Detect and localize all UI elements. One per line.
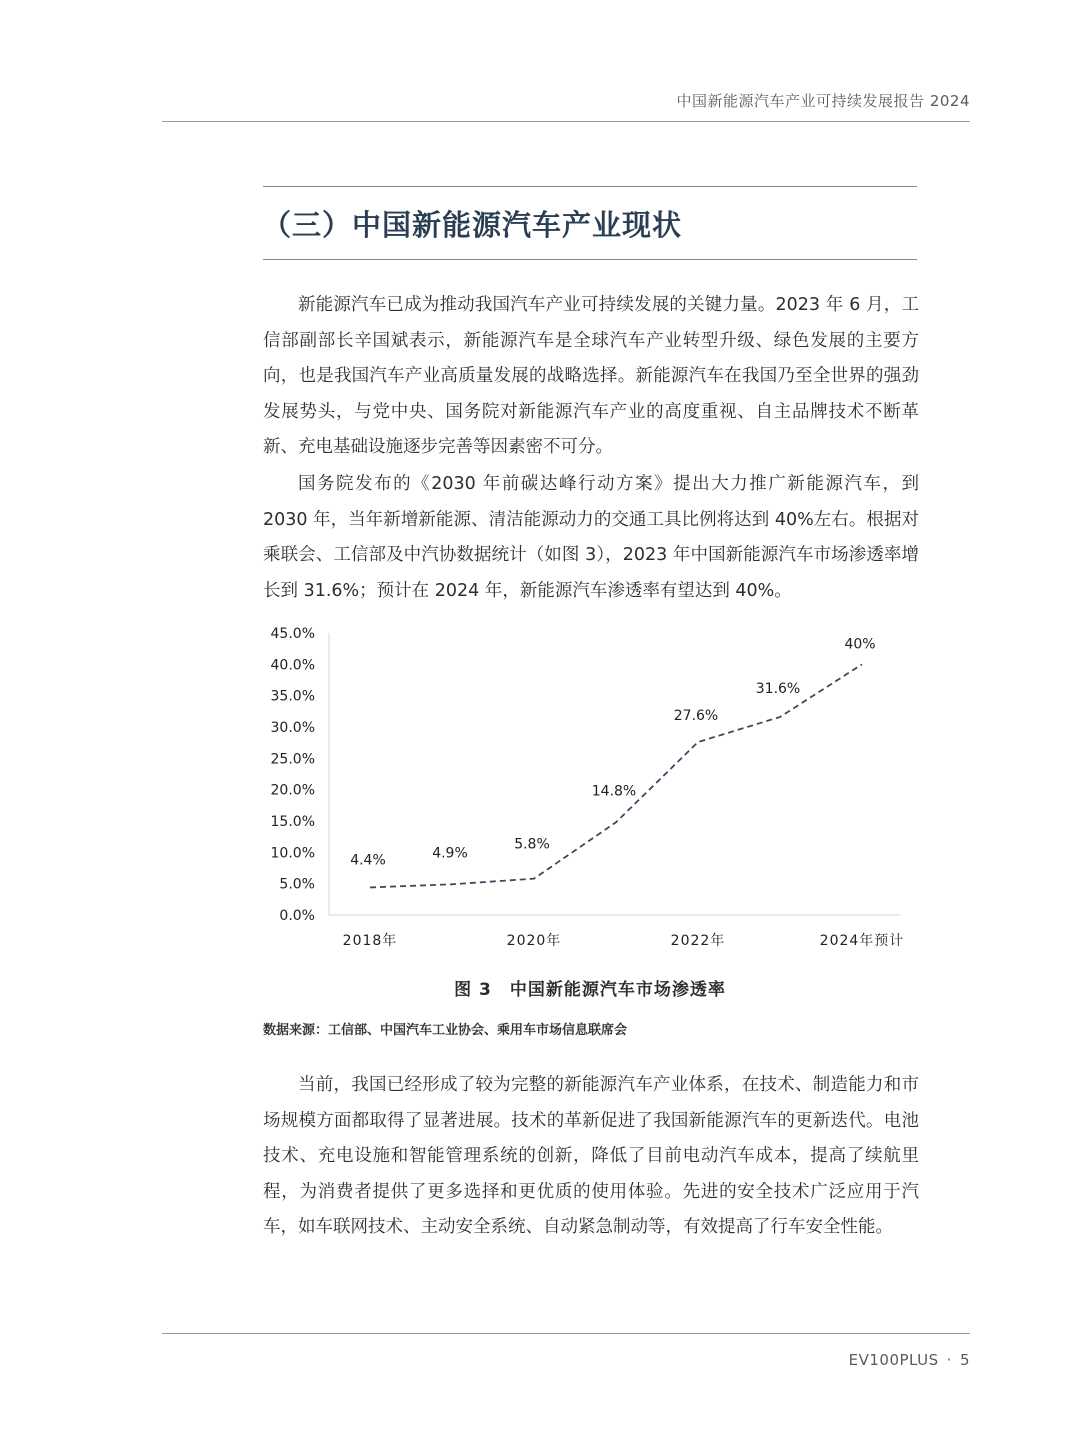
- header-divider: [162, 121, 970, 122]
- y-tick-label: 15.0%: [270, 814, 315, 830]
- y-tick-label: 10.0%: [270, 845, 315, 862]
- running-header-title: 中国新能源汽车产业可持续发展报告 2024: [676, 92, 970, 110]
- data-point: [778, 715, 782, 719]
- penetration-line-chart: [240, 615, 920, 960]
- y-tick-label: 20.0%: [270, 782, 315, 799]
- data-source-note: 数据来源：工信部、中国汽车工业协会、乘用车市场信息联席会: [263, 1023, 628, 1038]
- data-label: 40%: [844, 636, 876, 653]
- data-label: 4.4%: [350, 852, 386, 869]
- y-tick-label: 25.0%: [270, 751, 315, 768]
- y-tick-label: 5.0%: [279, 876, 315, 893]
- data-label: 31.6%: [755, 680, 801, 697]
- section-title: （三）中国新能源汽车产业现状: [262, 208, 683, 242]
- footer-separator: ·: [946, 1351, 952, 1369]
- y-tick-label: 30.0%: [270, 720, 315, 736]
- data-point: [532, 877, 536, 881]
- y-tick-label: 40.0%: [270, 657, 315, 674]
- figure-caption-text: 中国新能源汽车市场渗透率: [509, 980, 726, 1000]
- body-paragraph-2: 国务院发布的《2030 年前碳达峰行动方案》提出大力推广新能源汽车，到 2030 年，当年新增新能源、清洁能源动力的交通工具比例将达到 40%左右。根据对乘联会、工信部及中汽协数据统计（如图 3），2023 年中国新能源汽车市场渗透率增长到 31.6%；预计在 2024 年，新能源汽车渗透率有望达到 40%。: [263, 474, 919, 601]
- y-tick-label: 0.0%: [279, 908, 315, 924]
- section-title-bottom-rule: [263, 259, 917, 260]
- x-tick-label: 2022年: [670, 933, 726, 949]
- figure-number: 图 3: [454, 980, 492, 1000]
- x-tick-label: 2018年: [342, 933, 398, 949]
- data-label: 27.6%: [673, 708, 719, 725]
- section-title-top-rule: [263, 186, 917, 187]
- page-footer: [849, 1351, 970, 1369]
- page-number: 5: [959, 1351, 970, 1369]
- body-paragraph-1: 新能源汽车已成为推动我国汽车产业可持续发展的关键力量。2023 年 6 月，工信部副部长辛国斌表示，新能源汽车是全球汽车产业转型升级、绿色发展的主要方向，也是我国汽车产业高质量发展的战略选择。新能源汽车在我国乃至全世界的强劲发展势头，与党中央、国务院对新能源汽车产业的高度重视、自主品牌技术不断革新、充电基础设施逐步完善等因素密不可分。: [263, 295, 919, 457]
- data-point: [368, 885, 372, 889]
- x-tick-label: 2020年: [506, 933, 562, 949]
- data-point: [614, 820, 618, 824]
- y-tick-label: 35.0%: [270, 688, 315, 705]
- data-point: [696, 740, 700, 744]
- data-point: [450, 882, 454, 886]
- data-label: 4.9%: [432, 845, 468, 862]
- data-point: [860, 662, 864, 666]
- footer-brand: EV100PLUS: [848, 1351, 939, 1369]
- figure-caption: [0, 975, 1080, 1000]
- y-tick-label: 45.0%: [270, 626, 315, 642]
- data-label: 14.8%: [591, 783, 637, 800]
- footer-divider: [162, 1333, 970, 1334]
- x-tick-label: 2024年预计: [819, 933, 905, 949]
- data-label: 5.8%: [514, 836, 550, 853]
- body-paragraph-3: 当前，我国已经形成了较为完整的新能源汽车产业体系，在技术、制造能力和市场规模方面都取得了显著进展。技术的革新促进了我国新能源汽车的更新迭代。电池技术、充电设施和智能管理系统的创新，降低了目前电动汽车成本，提高了续航里程，为消费者提供了更多选择和更优质的使用体验。先进的安全技术广泛应用于汽车，如车联网技术、主动安全系统、自动紧急制动等，有效提高了行车安全性能。: [263, 1075, 919, 1237]
